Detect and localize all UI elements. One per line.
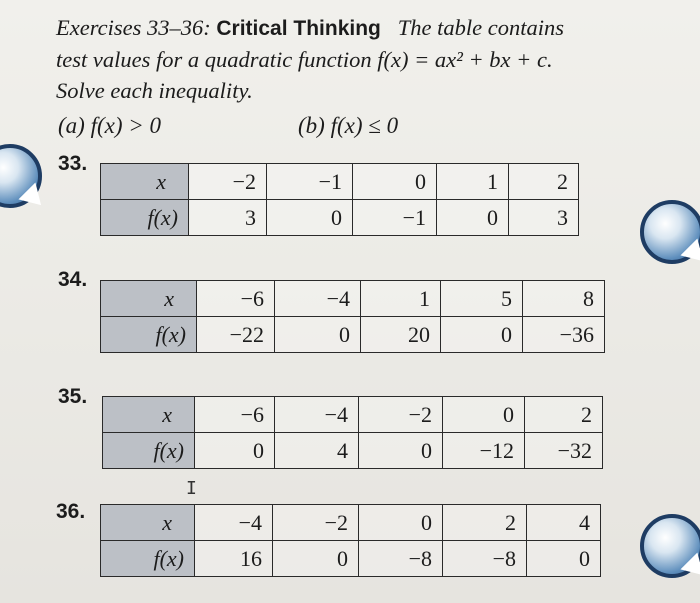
table-row-fx	[101, 317, 605, 353]
table-row-x	[101, 505, 601, 541]
row-label-x: x	[101, 281, 197, 317]
table-cell: −22	[197, 317, 275, 353]
globe-icon	[0, 144, 42, 208]
table-cell: −2	[359, 397, 443, 433]
table-cell: 2	[525, 397, 603, 433]
table-row-x	[103, 397, 603, 433]
row-label-x: x	[103, 397, 195, 433]
part-a: (a) f(x) > 0	[58, 113, 162, 138]
exercise-number-34: 34.	[58, 268, 88, 291]
part-b: (b) f(x) ≤ 0	[298, 113, 399, 138]
instruction-line-1: The table contains	[397, 15, 564, 40]
table-cell: 0	[359, 433, 443, 469]
table-cell: 3	[509, 200, 579, 236]
exercise-range: Exercises 33–36:	[56, 15, 211, 40]
table-row-x	[101, 164, 579, 200]
row-label-fx: f(x)	[101, 317, 197, 353]
table-cell: −36	[523, 317, 605, 353]
table-row-fx	[103, 433, 603, 469]
table-cell: 2	[509, 164, 579, 200]
table-cell: 16	[195, 541, 273, 577]
table-cell: −4	[275, 397, 359, 433]
value-table-33	[100, 163, 579, 236]
table-cell: −6	[195, 397, 275, 433]
table-cell: 0	[441, 317, 523, 353]
instruction-line-3: Solve each inequality.	[56, 78, 253, 103]
table-cell: 0	[359, 505, 443, 541]
table-cell: 0	[437, 200, 509, 236]
table-cell: 4	[527, 505, 601, 541]
table-cell: −8	[443, 541, 527, 577]
exercise-number-33: 33.	[58, 152, 88, 175]
row-label-fx: f(x)	[101, 200, 189, 236]
table-cell: 2	[443, 505, 527, 541]
row-label-x: x	[101, 505, 195, 541]
table-cell: 1	[361, 281, 441, 317]
exercise-number-35: 35.	[58, 385, 88, 408]
table-row-x	[101, 281, 605, 317]
table-cell: 0	[267, 200, 353, 236]
table-cell: −4	[195, 505, 273, 541]
table-cell: −32	[525, 433, 603, 469]
value-table-35	[102, 396, 603, 469]
table-cell: 20	[361, 317, 441, 353]
table-cell: −12	[443, 433, 525, 469]
table-cell: 3	[189, 200, 267, 236]
table-cell: −4	[275, 281, 361, 317]
table-cell: −2	[189, 164, 267, 200]
table-cell: −1	[267, 164, 353, 200]
table-cell: 1	[437, 164, 509, 200]
table-cell: 4	[275, 433, 359, 469]
table-cell: −2	[273, 505, 359, 541]
table-cell: −6	[197, 281, 275, 317]
table-cell: 5	[441, 281, 523, 317]
section-heading: Critical Thinking	[216, 17, 381, 40]
row-label-fx: f(x)	[101, 541, 195, 577]
globe-icon	[640, 200, 700, 264]
value-table-34	[100, 280, 605, 353]
table-cell: −1	[353, 200, 437, 236]
text-cursor-icon: I	[186, 478, 197, 499]
instruction-line-2: test values for a quadratic function f(x) = ax² + bx + c.	[56, 47, 553, 72]
exercise-instructions	[56, 12, 676, 106]
table-cell: 0	[273, 541, 359, 577]
table-row-fx	[101, 200, 579, 236]
table-cell: 0	[443, 397, 525, 433]
table-row-fx	[101, 541, 601, 577]
exercise-number-36: 36.	[56, 500, 86, 523]
table-cell: 0	[195, 433, 275, 469]
table-cell: 0	[275, 317, 361, 353]
table-cell: 0	[353, 164, 437, 200]
value-table-36	[100, 504, 601, 577]
row-label-x: x	[101, 164, 189, 200]
table-cell: −8	[359, 541, 443, 577]
table-cell: 8	[523, 281, 605, 317]
inequality-parts	[58, 113, 658, 147]
row-label-fx: f(x)	[103, 433, 195, 469]
globe-icon	[640, 514, 700, 578]
table-cell: 0	[527, 541, 601, 577]
